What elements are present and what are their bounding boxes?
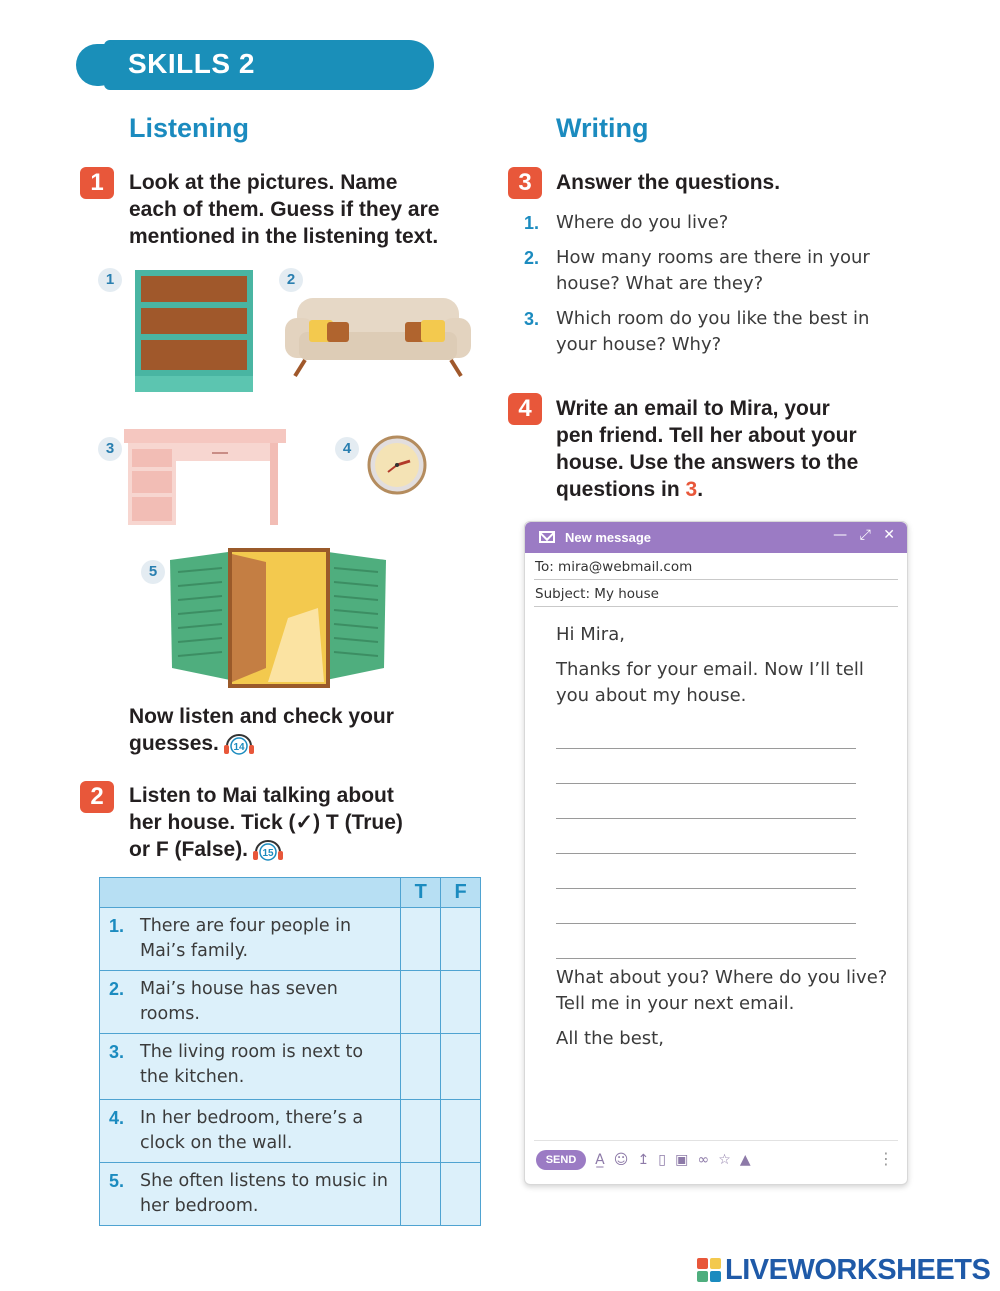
exercise-2-number: 2 <box>80 781 114 813</box>
instruction-text: guesses. <box>129 732 219 755</box>
picture-number-1: 1 <box>98 268 122 292</box>
table-row <box>100 1163 481 1226</box>
instruction-line: Now listen and check your <box>129 705 394 728</box>
false-checkbox[interactable] <box>441 971 481 1034</box>
exercise-1-instruction <box>129 169 439 250</box>
instruction-text: questions in <box>556 478 686 501</box>
pointing-hand-icon <box>76 44 120 86</box>
exercise-4-instruction <box>556 395 858 503</box>
exercise-1-number: 1 <box>80 167 114 199</box>
writing-lines <box>556 714 901 959</box>
email-title-bar <box>525 522 907 553</box>
statement-text: The living room is next to the kitchen. <box>140 1042 364 1087</box>
statement-number: 3. <box>109 1042 125 1062</box>
question-number: 3. <box>524 309 540 329</box>
true-checkbox[interactable] <box>401 1100 441 1163</box>
false-checkbox[interactable] <box>441 1163 481 1226</box>
writing-line[interactable] <box>556 854 856 889</box>
text-format-icon[interactable]: A̲ <box>595 1151 605 1168</box>
true-checkbox[interactable] <box>401 1034 441 1100</box>
writing-line[interactable] <box>556 924 856 959</box>
statement-cell <box>100 908 401 971</box>
statement-number: 1. <box>109 916 125 936</box>
bookshelf-image <box>133 268 255 394</box>
writing-line[interactable] <box>556 749 856 784</box>
link-icon[interactable]: ∞ <box>697 1151 710 1168</box>
sofa-image <box>283 292 473 380</box>
subject-field[interactable]: Subject: My house <box>534 580 898 607</box>
instruction-line: pen friend. Tell her about your <box>556 424 857 447</box>
table-header-true: T <box>401 878 441 908</box>
more-options-icon[interactable]: ⋮ <box>878 1149 894 1168</box>
exercise-4-number: 4 <box>508 393 542 425</box>
instruction-line: Write an email to Mira, your <box>556 397 830 420</box>
envelope-icon <box>539 531 555 543</box>
table-header-row <box>100 878 481 908</box>
instruction-line <box>129 730 394 757</box>
logo-mark-icon <box>697 1258 721 1282</box>
check-guesses-instruction <box>129 703 394 757</box>
writing-line[interactable] <box>556 714 856 749</box>
clock-image <box>366 435 428 495</box>
emoji-icon[interactable]: ☺ <box>613 1151 629 1168</box>
true-checkbox[interactable] <box>401 908 441 971</box>
email-greeting: Hi Mira, <box>556 624 625 645</box>
instruction-text: . <box>697 478 704 501</box>
send-button[interactable]: SEND <box>536 1150 586 1170</box>
true-checkbox[interactable] <box>401 1163 441 1226</box>
window-image <box>168 548 388 690</box>
table-header-false: F <box>441 878 481 908</box>
statement-text: Mai’s house has seven rooms. <box>140 979 338 1024</box>
picture-number-4: 4 <box>335 437 359 461</box>
table-header-statement <box>100 878 401 908</box>
instruction-line <box>129 836 403 863</box>
skills-banner <box>76 40 434 90</box>
image-icon[interactable]: ▣ <box>675 1151 689 1168</box>
email-sign-off: All the best, <box>556 1028 664 1049</box>
true-checkbox[interactable] <box>401 971 441 1034</box>
page-title: SKILLS 2 <box>128 48 255 79</box>
writing-line[interactable] <box>556 889 856 924</box>
statement-cell <box>100 1034 401 1100</box>
question-text: Where do you live? <box>556 212 729 233</box>
email-body <box>556 622 901 1061</box>
question-text: How many rooms are there in your house? What are they? <box>556 247 870 294</box>
instruction-line: mentioned in the listening text. <box>129 225 439 248</box>
instruction-line: each of them. Guess if they are <box>129 198 440 221</box>
exercise-3-instruction: Answer the questions. <box>556 171 781 194</box>
table-row <box>100 971 481 1034</box>
picture-number-5: 5 <box>141 560 165 584</box>
trash-icon[interactable]: ▲ <box>739 1151 751 1168</box>
table-row <box>100 1100 481 1163</box>
writing-line[interactable] <box>556 784 856 819</box>
question-number: 1. <box>524 213 540 233</box>
statement-cell <box>100 1163 401 1226</box>
table-row <box>100 1034 481 1100</box>
false-checkbox[interactable] <box>441 908 481 971</box>
writing-title: Writing <box>556 113 649 143</box>
email-compose-window <box>524 521 908 1185</box>
instruction-line: house. Use the answers to the <box>556 451 859 474</box>
question-text: Which room do you like the best in your house? Why? <box>556 308 870 355</box>
logo-text: LIVEWORKSHEETS <box>725 1254 991 1286</box>
star-icon[interactable]: ☆ <box>718 1151 731 1168</box>
email-opening: Thanks for your email. Now I’ll tell you about my house. <box>556 659 864 706</box>
list-item <box>524 245 904 297</box>
instruction-text: or F (False). <box>129 838 249 861</box>
statement-number: 5. <box>109 1171 125 1191</box>
list-item <box>524 306 904 358</box>
statement-cell <box>100 1100 401 1163</box>
statement-text: There are four people in Mai’s family. <box>140 916 352 961</box>
email-window-title: New message <box>565 530 651 545</box>
desk-image <box>124 427 288 527</box>
instruction-line: her house. Tick (✓) T (True) <box>129 811 403 834</box>
picture-number-2: 2 <box>279 268 303 292</box>
email-closing-question: What about you? Where do you live? Tell me in your next email. <box>556 967 888 1014</box>
attach-icon[interactable]: ↥ <box>637 1151 650 1168</box>
statement-number: 4. <box>109 1108 125 1128</box>
table-row <box>100 908 481 971</box>
instruction-line: Listen to Mai talking about <box>129 784 394 807</box>
instruction-line: Look at the pictures. Name <box>129 171 398 194</box>
audio-track-icon[interactable] <box>252 838 284 862</box>
listening-title: Listening <box>129 113 249 143</box>
email-toolbar <box>534 1140 898 1172</box>
exercise-2-instruction <box>129 782 403 863</box>
exercise-3-number: 3 <box>508 167 542 199</box>
drive-icon[interactable]: ▯ <box>658 1151 667 1168</box>
exercise-reference: 3 <box>685 478 698 501</box>
statement-cell <box>100 971 401 1034</box>
audio-track-number: 15 <box>262 848 274 860</box>
statement-number: 2. <box>109 979 125 999</box>
picture-number-3: 3 <box>98 437 122 461</box>
statement-text: She often listens to music in her bedroom. <box>140 1171 388 1216</box>
false-checkbox[interactable] <box>441 1100 481 1163</box>
statement-text: In her bedroom, there’s a clock on the wall. <box>140 1108 364 1153</box>
to-field[interactable]: To: mira@webmail.com <box>534 553 898 580</box>
audio-track-number: 14 <box>233 742 245 754</box>
true-false-table <box>99 877 481 1226</box>
writing-line[interactable] <box>556 819 856 854</box>
window-controls[interactable]: — ⤢ ✕ <box>833 527 899 543</box>
false-checkbox[interactable] <box>441 1034 481 1100</box>
question-number: 2. <box>524 248 540 268</box>
questions-list <box>524 210 904 367</box>
instruction-line <box>556 476 858 503</box>
list-item <box>524 210 904 236</box>
audio-track-icon[interactable] <box>223 732 255 756</box>
